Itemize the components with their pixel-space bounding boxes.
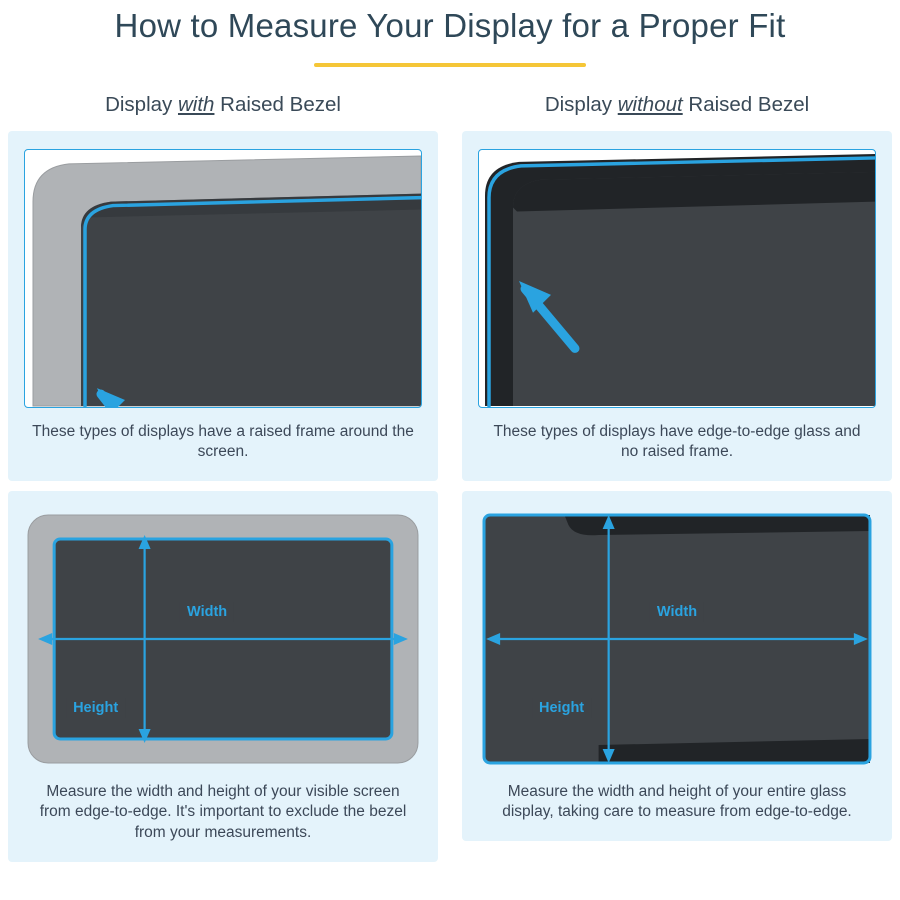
illustration-measure-edge-to-edge (478, 509, 876, 768)
panel-left-closeup (8, 131, 438, 481)
column-heading-right-prefix: Display (544, 92, 618, 116)
caption-left-closeup: These types of displays have a raised frame around the screen. (32, 422, 414, 461)
column-without-raised-bezel (462, 93, 892, 862)
page-title: How to Measure Your Display for a Proper Fit (114, 7, 786, 44)
caption-left-measure: Measure the width and height of your visible screen from edge-to-edge. It's important to exclude the bezel from your measurements. (39, 782, 407, 842)
column-heading-right (462, 93, 892, 117)
column-heading-left-prefix: Display (105, 92, 178, 116)
column-with-raised-bezel (8, 93, 438, 862)
column-heading-left-emphasis: with (177, 92, 215, 116)
panel-right-measure (462, 491, 892, 841)
page-header (0, 0, 900, 67)
column-heading-right-suffix: Raised Bezel (682, 92, 810, 116)
panel-right-closeup (462, 131, 892, 481)
panel-left-measure (8, 491, 438, 862)
column-heading-left (8, 93, 438, 117)
measure-edge-svg (478, 509, 876, 768)
corner-closeup-edge-svg (479, 150, 875, 407)
height-label-right: Height (532, 698, 591, 718)
measure-bezel-svg (24, 509, 422, 768)
height-label-left: Height (66, 698, 125, 718)
column-heading-right-emphasis: without (617, 92, 683, 116)
width-label-right: Width (650, 602, 704, 622)
column-heading-left-suffix: Raised Bezel (214, 92, 341, 116)
corner-closeup-bezel-svg (25, 150, 421, 407)
width-label-left: Width (180, 602, 234, 622)
illustration-corner-closeup-bezel (24, 149, 422, 408)
caption-right-closeup: These types of displays have edge-to-edge glass and no raised frame. (493, 422, 861, 461)
columns-container (0, 67, 900, 862)
caption-right-measure: Measure the width and height of your entire glass display, taking care to measure from edge-to-edge. (502, 782, 852, 821)
illustration-measure-bezel (24, 509, 422, 768)
illustration-corner-closeup-edge-to-edge (478, 149, 876, 408)
